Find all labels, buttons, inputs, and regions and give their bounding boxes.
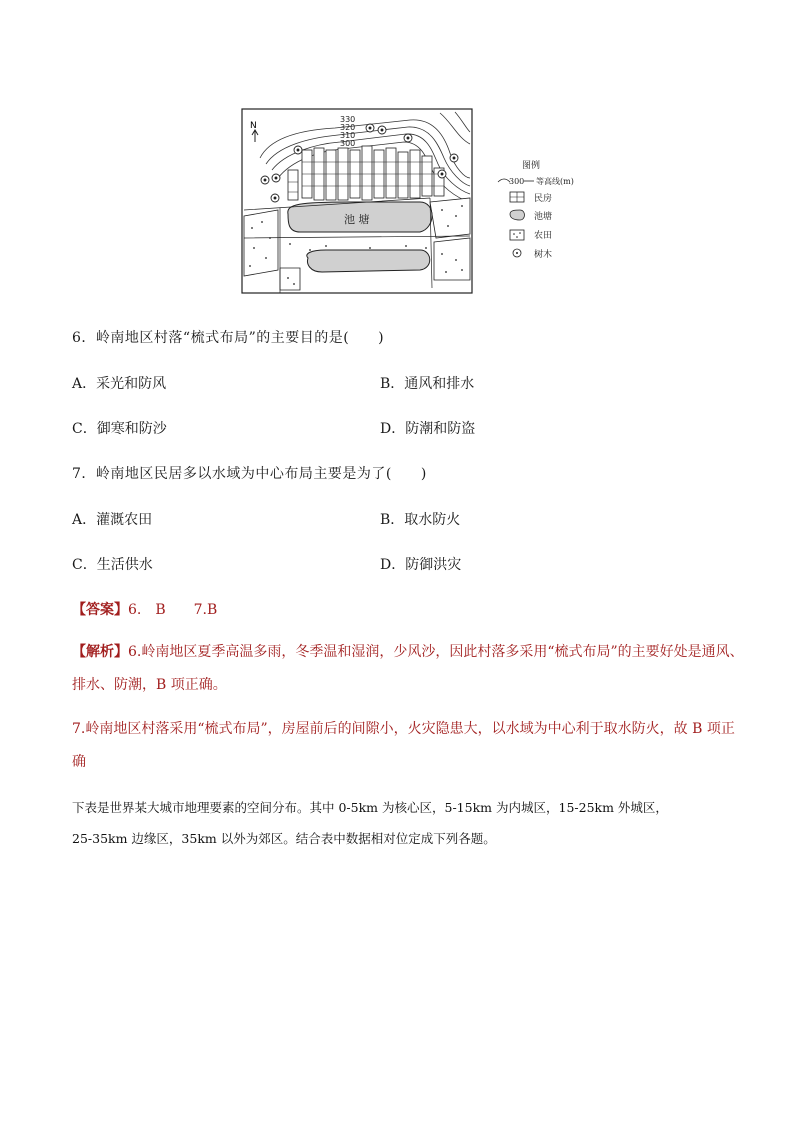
legend-house-label: 民房 — [534, 194, 553, 204]
pond-label: 池 塘 — [344, 213, 370, 226]
intro-line-2: 25-35km 边缘区，35km 以外为郊区。结合表中数据相对位定成下列各题。 — [72, 831, 496, 846]
north-label: N — [250, 121, 257, 131]
village-layout-map — [230, 98, 596, 302]
contour-label-310: 310 — [340, 131, 356, 140]
legend-pond-label: 池塘 — [534, 212, 553, 222]
analysis-p2-line1: 7.岭南地区村落采用“梳式布局”，房屋前后的间隙小，火灾隐患大，以水域为中心利于取水防火，故 B 项正 — [72, 721, 735, 737]
legend-farmland-label: 农田 — [534, 231, 553, 241]
legend-contour-value: 300 — [509, 177, 525, 186]
question-6-option-b: B．通风和排水 — [380, 376, 475, 392]
legend-tree-label: 树木 — [534, 250, 553, 260]
legend — [498, 159, 574, 260]
analysis-tag: 【解析】 — [72, 644, 128, 660]
contour-label-300: 300 — [340, 139, 356, 148]
legend-title: 图例 — [522, 161, 541, 171]
question-7-option-c: C．生活供水 — [72, 557, 153, 573]
question-6-option-a: A．采光和防风 — [72, 376, 167, 392]
analysis-p1-line1: 6.岭南地区夏季高温多雨，冬季温和湿润，少风沙，因此村落多采用“梳式布局”的主要好处是通风、 — [128, 644, 744, 660]
intro-line-1: 下表是世界某大城市地理要素的空间分布。其中 0-5km 为核心区，5-15km 为内城区，15-25km 外城区， — [72, 800, 668, 815]
analysis-p2-line2: 确 — [72, 754, 86, 770]
answer-tag: 【答案】 — [72, 602, 128, 618]
question-7-option-a: A．灌溉农田 — [72, 512, 153, 528]
answer-text: 6. B 7.B — [128, 602, 218, 618]
analysis-block — [72, 636, 752, 702]
question-6-stem: 6．岭南地区村落“梳式布局”的主要目的是( ) — [72, 330, 385, 346]
question-6-option-d: D．防潮和防盗 — [380, 421, 476, 437]
question-7-stem: 7．岭南地区民居多以水域为中心布局主要是为了( ) — [72, 466, 427, 482]
analysis-block-7 — [72, 713, 752, 779]
intro-paragraph — [72, 792, 752, 854]
question-7-option-d: D．防御洪灾 — [380, 557, 462, 573]
question-6-option-c: C．御寒和防沙 — [72, 421, 167, 437]
legend-contour-label: 等高线(m) — [536, 177, 574, 186]
contour-label-330: 330 — [340, 115, 356, 124]
contour-label-320: 320 — [340, 123, 356, 132]
answer-line — [72, 599, 217, 619]
question-7-option-b: B．取水防火 — [380, 512, 461, 528]
analysis-p1-line2: 排水、防潮，B 项正确。 — [72, 677, 227, 693]
pond-lower — [307, 250, 430, 272]
